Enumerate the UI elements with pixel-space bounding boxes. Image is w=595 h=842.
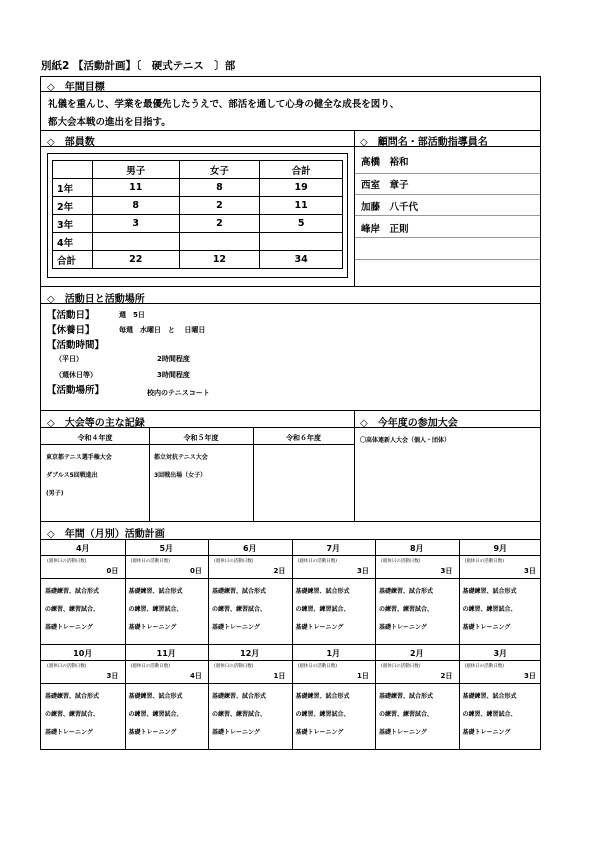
- activity-section: [40, 286, 541, 411]
- monthly-plan-line-2: の練習、練習試合、: [462, 606, 517, 613]
- monthly-section: [40, 521, 541, 750]
- holiday-activity-days: 2日: [273, 567, 286, 575]
- table-cell: 11: [92, 179, 179, 197]
- monthly-plan-line-2: の練習、練習試合、: [379, 711, 434, 718]
- monthly-plan-line-3: 基礎トレーニング: [128, 729, 177, 736]
- holiday-activity-days: 3日: [106, 672, 119, 680]
- table-cell: 19: [260, 179, 343, 197]
- table-header-cell: 合計: [260, 161, 343, 179]
- table-row: [53, 179, 343, 197]
- members-header: ◇ 部員数: [47, 137, 95, 148]
- monthly-plan-line-2: の練習、練習試合、: [212, 711, 267, 718]
- advisors-header: ◇ 顧問名・部活動指導員名: [360, 137, 488, 148]
- holiday-activity-note: (週休日の活動日数): [47, 664, 87, 669]
- monthly-plan-line-1: 基礎練習、試合形式: [379, 693, 434, 700]
- record-year-r4: 令和４年度: [77, 434, 113, 442]
- goal-line-2: 都大会本戦の進出を目指す。: [48, 117, 171, 128]
- holiday-activity-note: (週休日の活動日数): [47, 559, 87, 564]
- rest-days-value: 毎週 水曜日 と 日曜日: [119, 326, 206, 334]
- monthly-plan-line-2: の練習、練習試合、: [45, 711, 100, 718]
- record-r5-line-2: 3回戦出場（女子）: [154, 472, 207, 479]
- monthly-plan-line-1: 基礎練習、試合形式: [128, 693, 183, 700]
- holiday-activity-note: (週休日の活動日数): [130, 559, 171, 564]
- holiday-activity-days: 2日: [440, 672, 453, 680]
- table-cell: 合計: [53, 251, 93, 269]
- table-cell: 12: [179, 251, 260, 269]
- goal-section: [40, 76, 541, 131]
- monthly-plan-line-1: 基礎練習、試合形式: [45, 693, 100, 700]
- month-label: 7月: [326, 544, 341, 553]
- holiday-activity-days: 3日: [440, 567, 453, 575]
- monthly-plan-line-2: の練習、練習試合、: [45, 606, 100, 613]
- month-label: 8月: [409, 544, 424, 553]
- table-cell: 8: [179, 179, 260, 197]
- table-header-row: [53, 161, 343, 179]
- holiday-activity-note: (週休日の活動日数): [214, 559, 254, 564]
- monthly-plan-line-2: の練習、練習試合、: [212, 606, 267, 613]
- advisor-name-3: 加藤 八千代: [361, 202, 419, 213]
- goal-header: ◇ 年間目標: [47, 82, 105, 93]
- holiday-activity-note: (週休日の活動日数): [381, 559, 421, 564]
- holiday-value: 3時間程度: [157, 371, 190, 379]
- holiday-activity-note: (週休日の活動日数): [297, 664, 338, 669]
- holiday-activity-note: (週休日の活動日数): [297, 559, 338, 564]
- table-header-cell: 男子: [92, 161, 179, 179]
- table-cell: 34: [260, 251, 343, 269]
- record-r4-line-3: (男子): [46, 490, 64, 497]
- table-row: [53, 197, 343, 215]
- monthly-plan-line-3: 基礎トレーニング: [379, 729, 427, 736]
- record-year-r5: 令和５年度: [183, 434, 219, 442]
- advisor-name-2: 西室 章子: [361, 180, 409, 191]
- table-row: [53, 215, 343, 233]
- document-title: 別紙2 【活動計画】〔 硬式テニス 〕部: [41, 60, 236, 72]
- participation-header: ◇ 今年度の参加大会: [360, 418, 458, 429]
- monthly-plan-line-3: 基礎トレーニング: [295, 729, 344, 736]
- monthly-plan-line-2: の練習、練習試合、: [128, 711, 183, 718]
- table-cell: [179, 233, 260, 251]
- monthly-plan-line-1: 基礎練習、試合形式: [379, 588, 434, 595]
- monthly-plan-line-2: の練習、練習試合、: [379, 606, 434, 613]
- month-label: 11月: [156, 649, 176, 658]
- holiday-activity-days: 0日: [190, 567, 202, 575]
- participation-item: 〇高体連新人大会（個人・団体）: [360, 437, 451, 444]
- monthly-plan-line-2: の練習、練習試合、: [462, 711, 517, 718]
- monthly-plan-line-3: 基礎トレーニング: [462, 624, 511, 631]
- holiday-activity-note: (週休日の活動日数): [214, 664, 254, 669]
- holiday-activity-days: 3日: [357, 567, 369, 575]
- table-cell: 11: [260, 197, 343, 215]
- activity-place-value: 校内のテニスコート: [147, 389, 210, 397]
- records-section: [40, 410, 541, 522]
- holiday-activity-days: 1日: [273, 672, 286, 680]
- monthly-plan-line-2: の練習、練習試合、: [128, 606, 183, 613]
- holiday-activity-note: (週休日の活動日数): [130, 664, 171, 669]
- table-header-cell: [53, 161, 93, 179]
- monthly-plan-line-1: 基礎練習、試合形式: [128, 588, 183, 595]
- table-cell: 1年: [53, 179, 93, 197]
- monthly-plan-line-1: 基礎練習、試合形式: [212, 693, 267, 700]
- table-cell: 3: [92, 215, 179, 233]
- table-cell: 22: [92, 251, 179, 269]
- goal-line-1: 礼儀を重んじ、学業を最優先したうえで、部活を通して心身の健全な成長を図り、: [48, 99, 400, 110]
- table-row: [53, 251, 343, 269]
- monthly-plan-line-3: 基礎トレーニング: [45, 729, 93, 736]
- table-row: [53, 233, 343, 251]
- holiday-label: （週休日等）: [55, 371, 97, 379]
- month-label: 2月: [409, 649, 424, 658]
- record-r4-line-2: ダブルス5回戦進出: [46, 472, 98, 479]
- activity-days-value: 週 5日: [119, 311, 145, 319]
- activity-days-label: 【活動日】: [47, 310, 95, 321]
- holiday-activity-days: 3日: [524, 672, 536, 680]
- advisor-name-4: 峰岸 正則: [361, 224, 409, 235]
- monthly-plan-line-3: 基礎トレーニング: [128, 624, 177, 631]
- activity-place-label: 【活動場所】: [47, 385, 105, 396]
- record-r5-line-1: 都立対抗テニス大会: [154, 454, 208, 461]
- month-label: 10月: [73, 649, 93, 658]
- table-cell: 3年: [53, 215, 93, 233]
- month-label: 3月: [493, 649, 508, 658]
- monthly-plan-line-2: の練習、練習試合、: [295, 606, 350, 613]
- activity-header: ◇ 活動日と活動場所: [47, 294, 145, 305]
- month-label: 9月: [493, 544, 508, 553]
- record-year-r6: 令和６年度: [286, 434, 321, 442]
- table-cell: 5: [260, 215, 343, 233]
- monthly-plan-line-3: 基礎トレーニング: [212, 729, 260, 736]
- holiday-activity-days: 4日: [190, 672, 202, 680]
- table-cell: 2年: [53, 197, 93, 215]
- table-cell: 2: [179, 197, 260, 215]
- month-label: 5月: [159, 544, 174, 553]
- holiday-activity-note: (週休日の活動日数): [464, 664, 505, 669]
- table-cell: 8: [92, 197, 179, 215]
- advisor-name-1: 高橋 裕和: [361, 157, 409, 168]
- monthly-header: ◇ 年間（月別）活動計画: [47, 529, 165, 540]
- weekday-value: 2時間程度: [157, 355, 190, 363]
- holiday-activity-days: 1日: [357, 672, 369, 680]
- monthly-plan-line-1: 基礎練習、試合形式: [295, 588, 350, 595]
- rest-days-label: 【休養日】: [47, 325, 95, 336]
- record-r4-line-1: 東京都テニス選手権大会: [46, 454, 112, 461]
- monthly-plan-line-1: 基礎練習、試合形式: [295, 693, 350, 700]
- monthly-plan-line-3: 基礎トレーニング: [212, 624, 260, 631]
- activity-time-label: 【活動時間】: [47, 340, 105, 351]
- table-cell: 2: [179, 215, 260, 233]
- members-table: [52, 160, 343, 269]
- month-label: 4月: [75, 544, 90, 553]
- monthly-plan-line-3: 基礎トレーニング: [295, 624, 344, 631]
- holiday-activity-days: 0日: [106, 567, 119, 575]
- monthly-plan-line-1: 基礎練習、試合形式: [45, 588, 100, 595]
- table-header-cell: 女子: [179, 161, 260, 179]
- monthly-plan-line-3: 基礎トレーニング: [45, 624, 93, 631]
- month-label: 12月: [240, 649, 260, 658]
- month-label: 1月: [326, 649, 341, 658]
- weekday-label: （平日）: [55, 355, 83, 363]
- holiday-activity-note: (週休日の活動日数): [381, 664, 421, 669]
- monthly-plan-line-3: 基礎トレーニング: [462, 729, 511, 736]
- holiday-activity-days: 3日: [524, 567, 536, 575]
- monthly-plan-line-2: の練習、練習試合、: [295, 711, 350, 718]
- holiday-activity-note: (週休日の活動日数): [464, 559, 505, 564]
- monthly-plan-line-1: 基礎練習、試合形式: [462, 693, 517, 700]
- records-header: ◇ 大会等の主な記録: [47, 418, 145, 429]
- table-cell: [260, 233, 343, 251]
- monthly-plan-line-1: 基礎練習、試合形式: [462, 588, 517, 595]
- table-cell: [92, 233, 179, 251]
- month-label: 6月: [242, 544, 257, 553]
- table-cell: 4年: [53, 233, 93, 251]
- monthly-plan-line-1: 基礎練習、試合形式: [212, 588, 267, 595]
- monthly-plan-line-3: 基礎トレーニング: [379, 624, 427, 631]
